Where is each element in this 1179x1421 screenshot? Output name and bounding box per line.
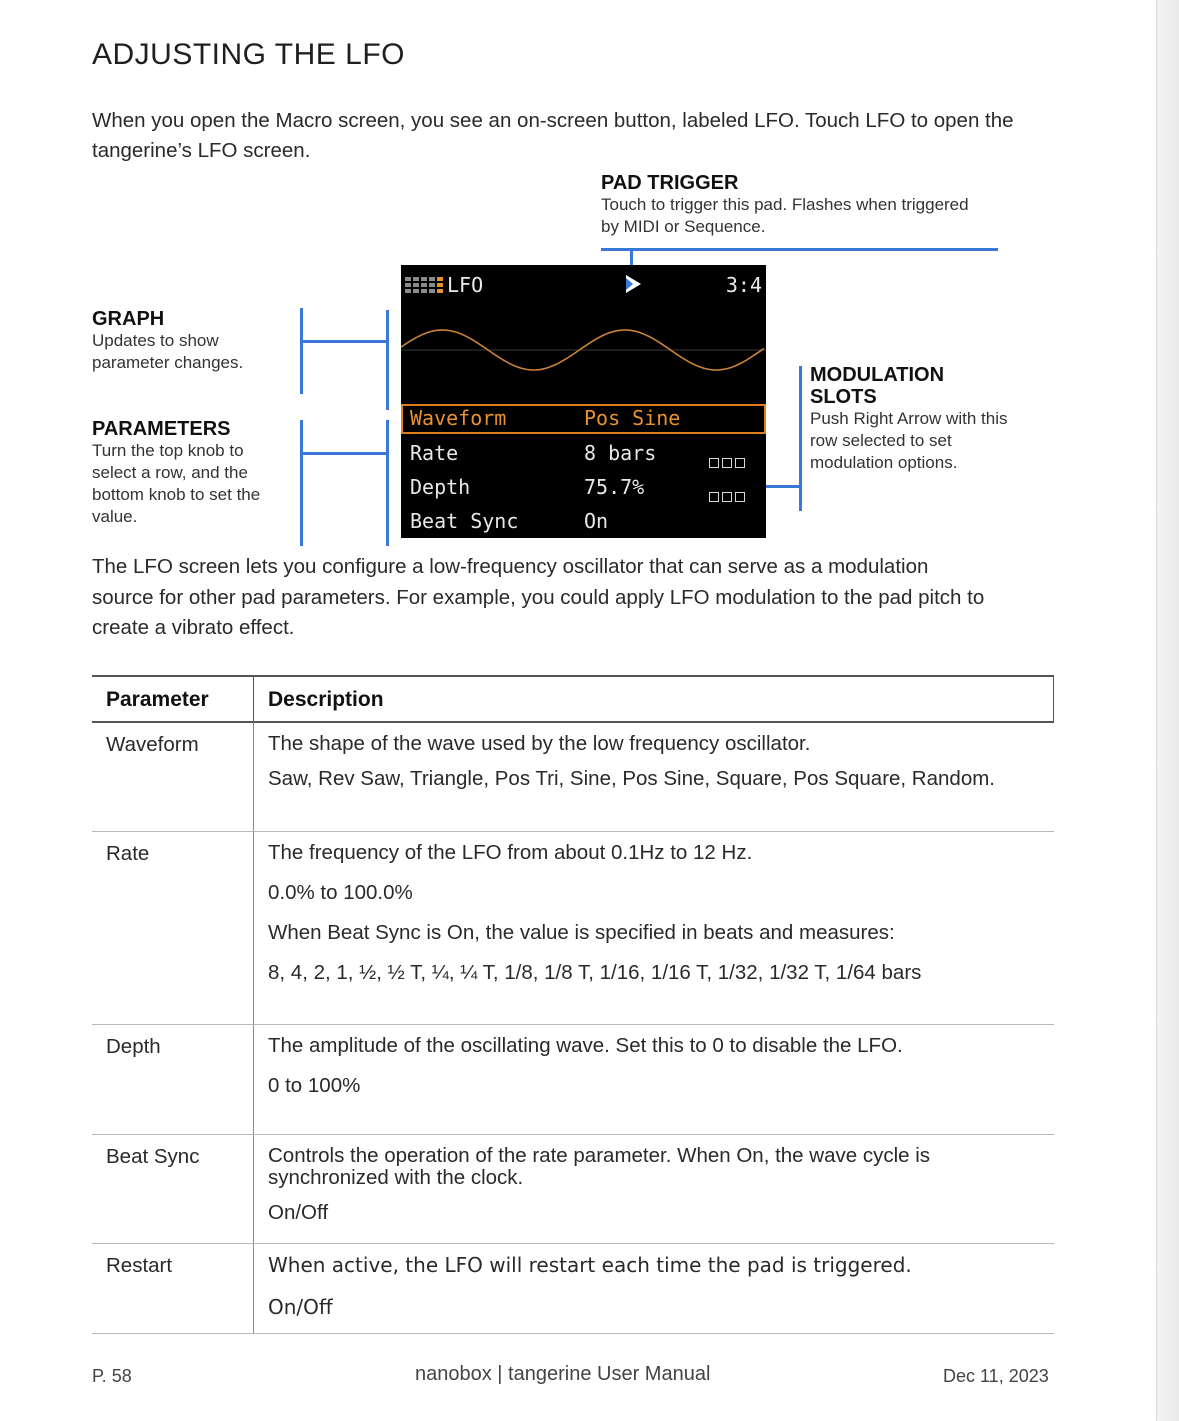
table-row bbox=[92, 1024, 1054, 1134]
pad-trigger-text: Touch to trigger this pad. Flashes when triggered by MIDI or Sequence. bbox=[601, 195, 969, 236]
parameter-table bbox=[92, 675, 1054, 1334]
footer-date: Dec 11, 2023 bbox=[943, 1366, 1049, 1386]
table-row bbox=[92, 831, 1054, 1024]
page-edge-shadow bbox=[1156, 0, 1179, 1421]
parameters-callout bbox=[92, 418, 292, 528]
parameters-bracket-right bbox=[386, 420, 389, 546]
graph-bracket-left bbox=[300, 308, 303, 394]
parameters-bracket-left bbox=[300, 420, 303, 546]
modulation-text: Push Right Arrow with this row selected to set modulation options. bbox=[810, 409, 1008, 472]
table-cell-desc: The shape of the wave used by the low frequency oscillator. Saw, Rev Saw, Triangle, Pos Tri, Sine, Pos Sine, Square, Pos Square, Random. bbox=[254, 722, 1054, 831]
pad-trigger-callout bbox=[601, 172, 981, 238]
table-header-row bbox=[92, 676, 1054, 722]
modulation-title-2: SLOTS bbox=[810, 386, 877, 408]
modulation-bracket bbox=[799, 366, 802, 511]
graph-bracket-right bbox=[386, 310, 389, 410]
parameters-title: PARAMETERS bbox=[92, 418, 231, 440]
modulation-connector bbox=[760, 485, 802, 488]
modulation-slots[interactable] bbox=[709, 483, 748, 507]
table-cell-desc: Controls the operation of the rate parameter. When On, the wave cycle is synchronized with the clock. On/Off bbox=[254, 1134, 1054, 1243]
table-cell-param: Restart bbox=[92, 1243, 254, 1333]
graph-text: Updates to show parameter changes. bbox=[92, 331, 244, 372]
table-header-description: Description bbox=[254, 676, 1054, 722]
footer-page-number: P. 58 bbox=[92, 1366, 132, 1386]
lfo-row-rate[interactable] bbox=[401, 439, 766, 469]
lfo-screen bbox=[401, 265, 766, 538]
table-cell-desc: When active, the LFO will restart each time the pad is triggered. On/Off bbox=[254, 1243, 1054, 1333]
table-cell-desc: The amplitude of the oscillating wave. Set this to 0 to disable the LFO. 0 to 100% bbox=[254, 1024, 1054, 1134]
lfo-row-name: Waveform bbox=[410, 406, 507, 430]
graph-callout bbox=[92, 308, 292, 374]
modulation-slots[interactable] bbox=[709, 449, 748, 473]
lfo-row-value: On bbox=[584, 509, 609, 533]
lfo-screen-title: LFO bbox=[447, 273, 484, 297]
modulation-callout bbox=[810, 364, 1030, 474]
pad-grid-icon bbox=[405, 277, 441, 293]
body-paragraph: The LFO screen lets you configure a low-frequency oscillator that can serve as a modulation source for other pad parameters. For example, you could apply LFO modulation to the pad pitch to create a vibrato effect. bbox=[92, 555, 985, 639]
table-cell-desc: The frequency of the LFO from about 0.1Hz to 12 Hz. 0.0% to 100.0% When Beat Sync is On, the value is specified in beats and measures: 8, 4, 2, 1, ½, ½ T, ¼, ¼ T, 1/8, 1/8 T, 1/16, 1/16 T, 1/32, 1/32 T, 1/64 bars bbox=[254, 831, 1054, 1024]
table-header-parameter: Parameter bbox=[92, 676, 254, 722]
lfo-row-waveform[interactable] bbox=[401, 404, 766, 434]
graph-title: GRAPH bbox=[92, 308, 165, 330]
parameters-bracket-bar bbox=[300, 452, 388, 455]
lfo-row-value: Pos Sine bbox=[584, 406, 681, 430]
lfo-row-value: 75.7% bbox=[584, 475, 645, 499]
graph-bracket-bar bbox=[300, 340, 388, 343]
table-row bbox=[92, 1134, 1054, 1243]
time-signature: 3:4 bbox=[725, 273, 762, 297]
lfo-row-depth[interactable] bbox=[401, 473, 766, 503]
table-cell-param: Beat Sync bbox=[92, 1134, 254, 1243]
lfo-wave-graph bbox=[401, 301, 766, 401]
pad-trigger-button[interactable] bbox=[623, 273, 643, 299]
pad-trigger-title: PAD TRIGGER bbox=[601, 172, 739, 194]
lfo-row-name: Rate bbox=[410, 441, 459, 465]
table-cell-param: Depth bbox=[92, 1024, 254, 1134]
table-row bbox=[92, 1243, 1054, 1333]
parameters-text: Turn the top knob to select a row, and the bottom knob to set the value. bbox=[92, 441, 261, 526]
lfo-row-beat-sync[interactable] bbox=[401, 507, 766, 537]
table-cell-param: Waveform bbox=[92, 722, 254, 831]
pad-trigger-line bbox=[601, 248, 998, 251]
intro-paragraph: When you open the Macro screen, you see an on-screen button, labeled LFO. Touch LFO to open the tangerine’s LFO screen. bbox=[92, 109, 1014, 162]
table-row bbox=[92, 722, 1054, 831]
lfo-row-name: Beat Sync bbox=[410, 509, 519, 533]
lfo-row-value: 8 bars bbox=[584, 441, 657, 465]
footer-manual-title: nanobox | tangerine User Manual bbox=[415, 1363, 711, 1385]
page-title: ADJUSTING THE LFO bbox=[92, 38, 405, 71]
modulation-title-1: MODULATION bbox=[810, 364, 945, 386]
table-cell-param: Rate bbox=[92, 831, 254, 1024]
play-icon bbox=[623, 273, 643, 295]
lfo-row-name: Depth bbox=[410, 475, 471, 499]
